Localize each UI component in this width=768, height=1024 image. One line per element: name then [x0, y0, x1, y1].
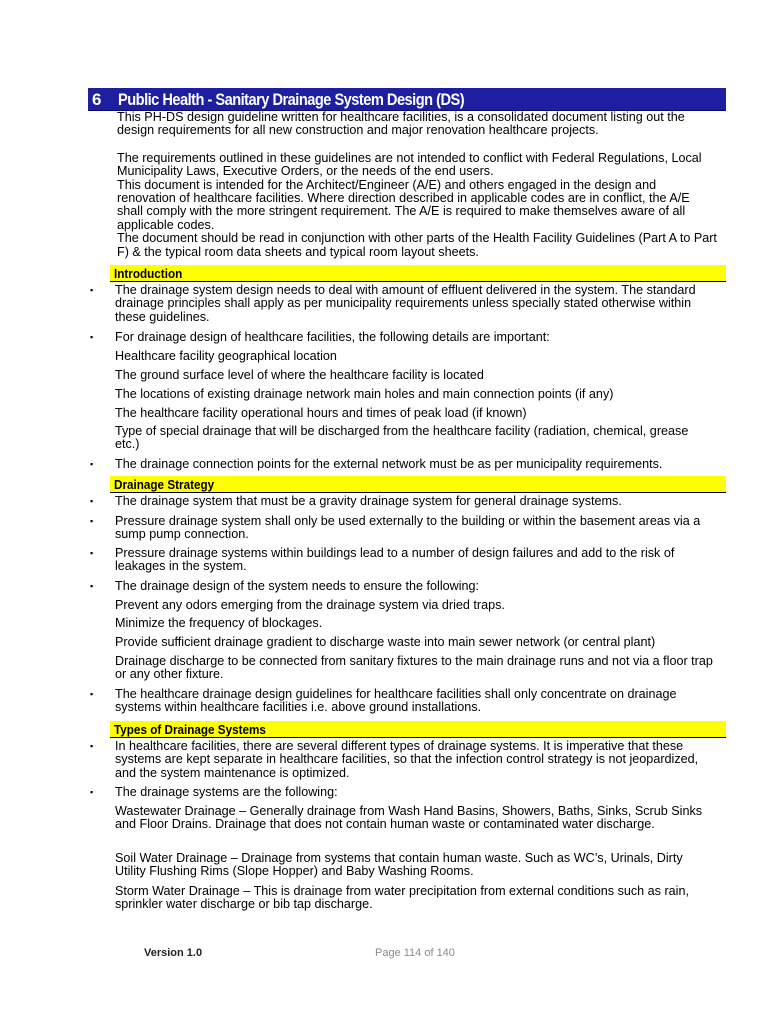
sub-item: The locations of existing drainage network main holes and main connection points (if any)	[115, 387, 614, 401]
bullet-item: The drainage system design needs to deal with amount of effluent delivered in the system. The standard drainage principles shall apply as per municipality requirements unless specially stated otherwise within these guidelines.	[115, 283, 696, 324]
subheading-label: Introduction	[114, 266, 183, 281]
bullet-item: The drainage design of the system needs to ensure the following:	[115, 579, 480, 593]
footer-page-number: Page 114 of 140	[375, 947, 455, 959]
intro-paragraph: This PH-DS design guideline written for healthcare facilities, is a consolidated document listing out the design requirements for all new construction and major renovation healthcare projects.	[117, 110, 685, 138]
subheading-label: Types of Drainage Systems	[114, 722, 266, 737]
bullet-item: The drainage connection points for the external network must be as per municipality requirements.	[115, 457, 663, 471]
sub-item: Storm Water Drainage – This is drainage from water precipitation from external conditions such as rain, sprinkler water discharge or bib tap discharge.	[115, 884, 689, 912]
section-title: Public Health - Sanitary Drainage System Design (DS)	[118, 90, 465, 109]
bullet-icon: ▪	[90, 581, 94, 591]
bullet-icon: ▪	[90, 285, 94, 295]
bullet-icon: ▪	[90, 516, 94, 526]
intro-paragraph: The document should be read in conjunction with other parts of the Health Facility Guidelines (Part A to Part F) & the typical room data sheets and typical room layout sheets.	[117, 231, 717, 259]
section-number: 6	[92, 90, 102, 109]
intro-paragraph: This document is intended for the Architect/Engineer (A/E) and others engaged in the design and renovation of healthcare facilities. Where direction described in applicable codes are in conflict, the A/E shall comply with the more stringent requirement. The A/E is required to make themselves aware of all applicable codes.	[117, 177, 690, 232]
bullet-item: Pressure drainage system shall only be used externally to the building or within the basement areas via a sump pump connection.	[115, 514, 701, 542]
sub-item: Minimize the frequency of blockages.	[115, 616, 323, 630]
intro-block	[117, 111, 717, 259]
bullet-icon: ▪	[90, 459, 94, 469]
bullet-icon: ▪	[90, 689, 94, 699]
intro-paragraph: The requirements outlined in these guidelines are not intended to conflict with Federal Regulations, Local Municipality Laws, Executive Orders, or the needs of the end users.	[117, 150, 702, 179]
bullet-item: The healthcare drainage design guidelines for healthcare facilities shall only concentrate on drainage systems within healthcare facilities i.e. above ground installations.	[115, 687, 677, 715]
bullet-icon: ▪	[90, 787, 94, 797]
bullet-icon: ▪	[90, 332, 94, 342]
sub-item: Healthcare facility geographical location	[115, 349, 337, 363]
sub-item: Drainage discharge to be connected from sanitary fixtures to the main drainage runs and not via a floor trap or any other fixture.	[115, 654, 713, 682]
subheading-types-of-drainage	[110, 721, 726, 738]
bullet-icon: ▪	[90, 741, 94, 751]
subheading-drainage-strategy	[110, 476, 726, 493]
bullet-item: In healthcare facilities, there are several different types of drainage systems. It is imperative that these systems are kept separate in healthcare facilities, so that the infection control strategy is not jeopardized, and the system maintenance is optimized.	[115, 739, 699, 780]
sub-item: Provide sufficient drainage gradient to discharge waste into main sewer network (or central plant)	[115, 635, 656, 649]
subheading-label: Drainage Strategy	[114, 477, 215, 492]
bullet-icon: ▪	[90, 548, 94, 558]
sub-item: Prevent any odors emerging from the drainage system via dried traps.	[115, 598, 505, 612]
section-header	[88, 88, 726, 111]
sub-item: The ground surface level of where the healthcare facility is located	[115, 368, 484, 382]
sub-item: Soil Water Drainage – Drainage from systems that contain human waste. Such as WC’s, Urinals, Dirty Utility Flushing Rims (Slope Hopper) and Baby Washing Rooms.	[115, 851, 683, 879]
sub-item: Wastewater Drainage – Generally drainage from Wash Hand Basins, Showers, Baths, Sinks, Scrub Sinks and Floor Drains. Drainage that does not contain human waste or contaminated water discharge.	[115, 804, 703, 832]
footer-version: Version 1.0	[144, 947, 203, 959]
sub-item: The healthcare facility operational hours and times of peak load (if known)	[115, 406, 527, 420]
subheading-introduction	[110, 265, 726, 282]
sub-item: Type of special drainage that will be discharged from the healthcare facility (radiation, chemical, grease etc.)	[115, 424, 689, 452]
bullet-icon: ▪	[90, 496, 94, 506]
bullet-item: Pressure drainage systems within buildings lead to a number of design failures and add to the risk of leakages in the system.	[115, 546, 675, 574]
bullet-item: For drainage design of healthcare facilities, the following details are important:	[115, 330, 550, 344]
bullet-item: The drainage system that must be a gravity drainage system for general drainage systems.	[115, 494, 622, 508]
bullet-item: The drainage systems are the following:	[115, 785, 338, 799]
